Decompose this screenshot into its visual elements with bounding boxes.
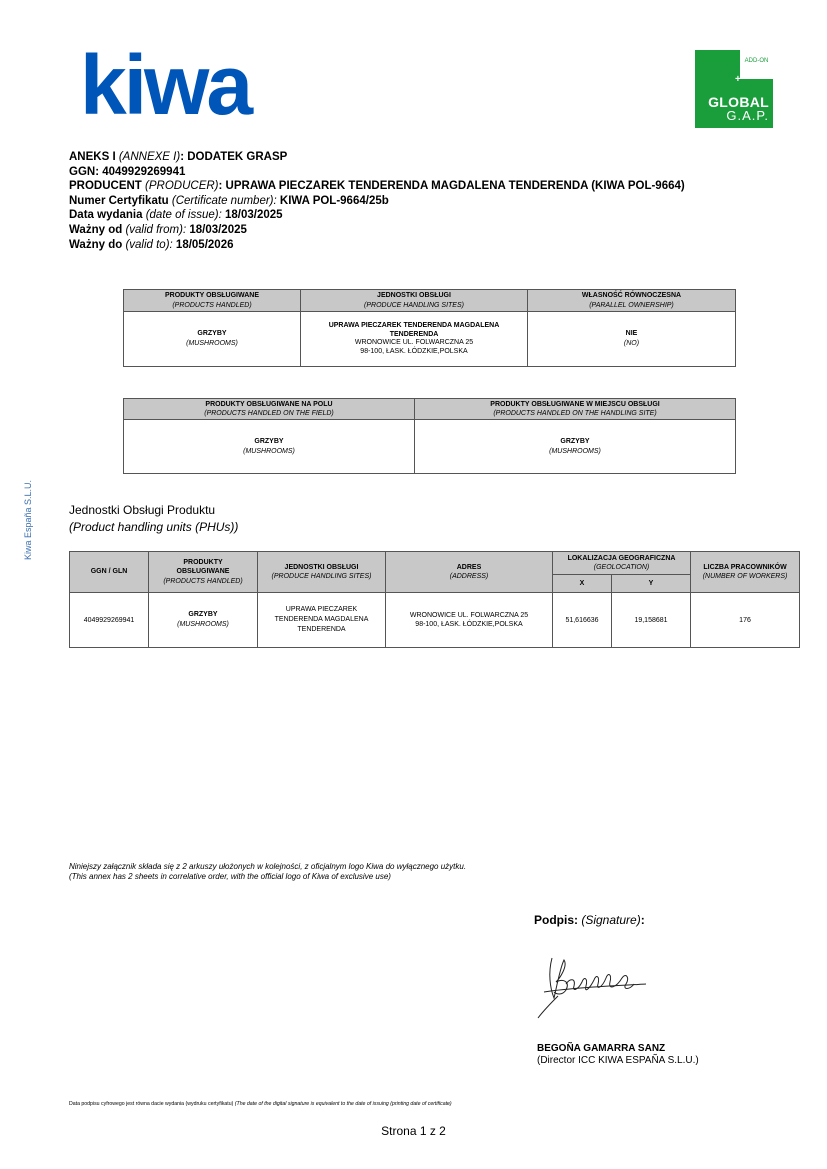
valid-from-line: Ważny od (valid from): 18/03/2025 bbox=[69, 223, 247, 236]
table-cell: NIE (NO) bbox=[528, 312, 736, 367]
table-cell: UPRAWA PIECZAREK TENDERENDA MAGDALENA TENDERENDA bbox=[258, 593, 386, 648]
table-header: PRODUKTY OBSŁUGIWANE W MIEJSCU OBSŁUGI (PRODUCTS HANDLED ON THE HANDLING SITE) bbox=[415, 399, 736, 420]
table-header: JEDNOSTKI OBSŁUGI (PRODUCE HANDLING SITES) bbox=[258, 552, 386, 593]
kiwa-logo-text: kiwa bbox=[80, 44, 251, 118]
table-header: LOKALIZACJA GEOGRAFICZNA (GEOLOCATION) bbox=[553, 552, 691, 575]
table-cell: 4049929269941 bbox=[70, 593, 149, 648]
section-subtitle: (Product handling units (PHUs)) bbox=[69, 520, 239, 534]
table-header: WŁASNOŚĆ RÓWNOCZESNA (PARALLEL OWNERSHIP) bbox=[528, 290, 736, 312]
handwritten-signature bbox=[530, 948, 650, 1024]
table-cell: UPRAWA PIECZAREK TENDERENDA MAGDALENA TENDERENDA WRONOWICE UL. FOLWARCZNA 25 98-100, ŁASK. ŁÓDZKIE,POLSKA bbox=[301, 312, 528, 367]
table-cell: GRZYBY (MUSHROOMS) bbox=[149, 593, 258, 648]
table-header: ADRES (ADDRESS) bbox=[386, 552, 553, 593]
table-cell: GRZYBY (MUSHROOMS) bbox=[124, 312, 301, 367]
section-title: Jednostki Obsługi Produktu bbox=[69, 503, 216, 517]
table-header: LICZBA PRACOWNIKÓW (NUMBER OF WORKERS) bbox=[691, 552, 800, 593]
addon-label: ADD-ON bbox=[739, 50, 773, 80]
globalgap-global-text: GLOBAL bbox=[708, 94, 769, 110]
producer-line: PRODUCENT (PRODUCER): UPRAWA PIECZAREK TENDERENDA MAGDALENA TENDERENDA (KIWA POL-9664) bbox=[69, 180, 685, 193]
annex-note: Niniejszy załącznik składa się z 2 arkuszy ułożonych w kolejności, z oficjalnym logo Kiwa do wyłącznego użytku. (This annex has 2 sheets in correlative order, with the official logo of Kiwa of exclusive use) bbox=[69, 862, 467, 881]
signer-name: BEGOÑA GAMARRA SANZ bbox=[537, 1043, 666, 1054]
table-cell: WRONOWICE UL. FOLWARCZNA 25 98-100, ŁASK. ŁÓDZKIE,POLSKA bbox=[386, 593, 553, 648]
certificate-header bbox=[69, 150, 685, 252]
table-cell: GRZYBY (MUSHROOMS) bbox=[415, 420, 736, 474]
table-header: X bbox=[553, 575, 612, 593]
phu-table bbox=[69, 551, 800, 648]
globalgap-logo bbox=[695, 50, 773, 128]
table-header: PRODUKTY OBSŁUGIWANE (PRODUCTS HANDLED) bbox=[124, 290, 301, 312]
signer-info bbox=[537, 1043, 699, 1067]
table-header: JEDNOSTKI OBSŁUGI (PRODUCE HANDLING SITES) bbox=[301, 290, 528, 312]
signer-role: (Director ICC KIWA ESPAÑA S.L.U.) bbox=[537, 1055, 699, 1066]
globalgap-gap-text: G.A.P. bbox=[726, 108, 769, 123]
table-header: GGN / GLN bbox=[70, 552, 149, 593]
plus-icon: + bbox=[735, 74, 741, 85]
table-cell: 176 bbox=[691, 593, 800, 648]
annex-line: ANEKS I (ANNEXE I): DODATEK GRASP bbox=[69, 151, 288, 163]
kiwa-logo bbox=[80, 44, 260, 118]
table-cell: 51,616636 bbox=[553, 593, 612, 648]
products-field-site-table bbox=[123, 398, 736, 474]
table-header: PRODUKTY OBSŁUGIWANE (PRODUCTS HANDLED) bbox=[149, 552, 258, 593]
table-cell: GRZYBY (MUSHROOMS) bbox=[124, 420, 415, 474]
cert-number-line: Numer Certyfikatu (Certificate number): KIWA POL-9664/25b bbox=[69, 194, 389, 207]
table-header: Y bbox=[612, 575, 691, 593]
footer-note: Data podpisu cyfrowego jest równa dacie wydania (wydruku certyfikatu) (The date of the digital signature is equivalent to the date of issuing (printing date of certificate) bbox=[69, 1101, 452, 1107]
signature-label: Podpis: (Signature): bbox=[534, 913, 645, 927]
side-company-text: Kiwa España S.L.U. bbox=[23, 479, 33, 560]
table-cell: 19,158681 bbox=[612, 593, 691, 648]
valid-to-line: Ważny do (valid to): 18/05/2026 bbox=[69, 238, 234, 251]
table-header: PRODUKTY OBSŁUGIWANE NA POLU (PRODUCTS HANDLED ON THE FIELD) bbox=[124, 399, 415, 420]
issue-date-line: Data wydania (date of issue): 18/03/2025 bbox=[69, 209, 283, 222]
page-number: Strona 1 z 2 bbox=[381, 1124, 446, 1138]
products-sites-table bbox=[123, 289, 736, 367]
ggn-line: GGN: 4049929269941 bbox=[69, 165, 186, 178]
